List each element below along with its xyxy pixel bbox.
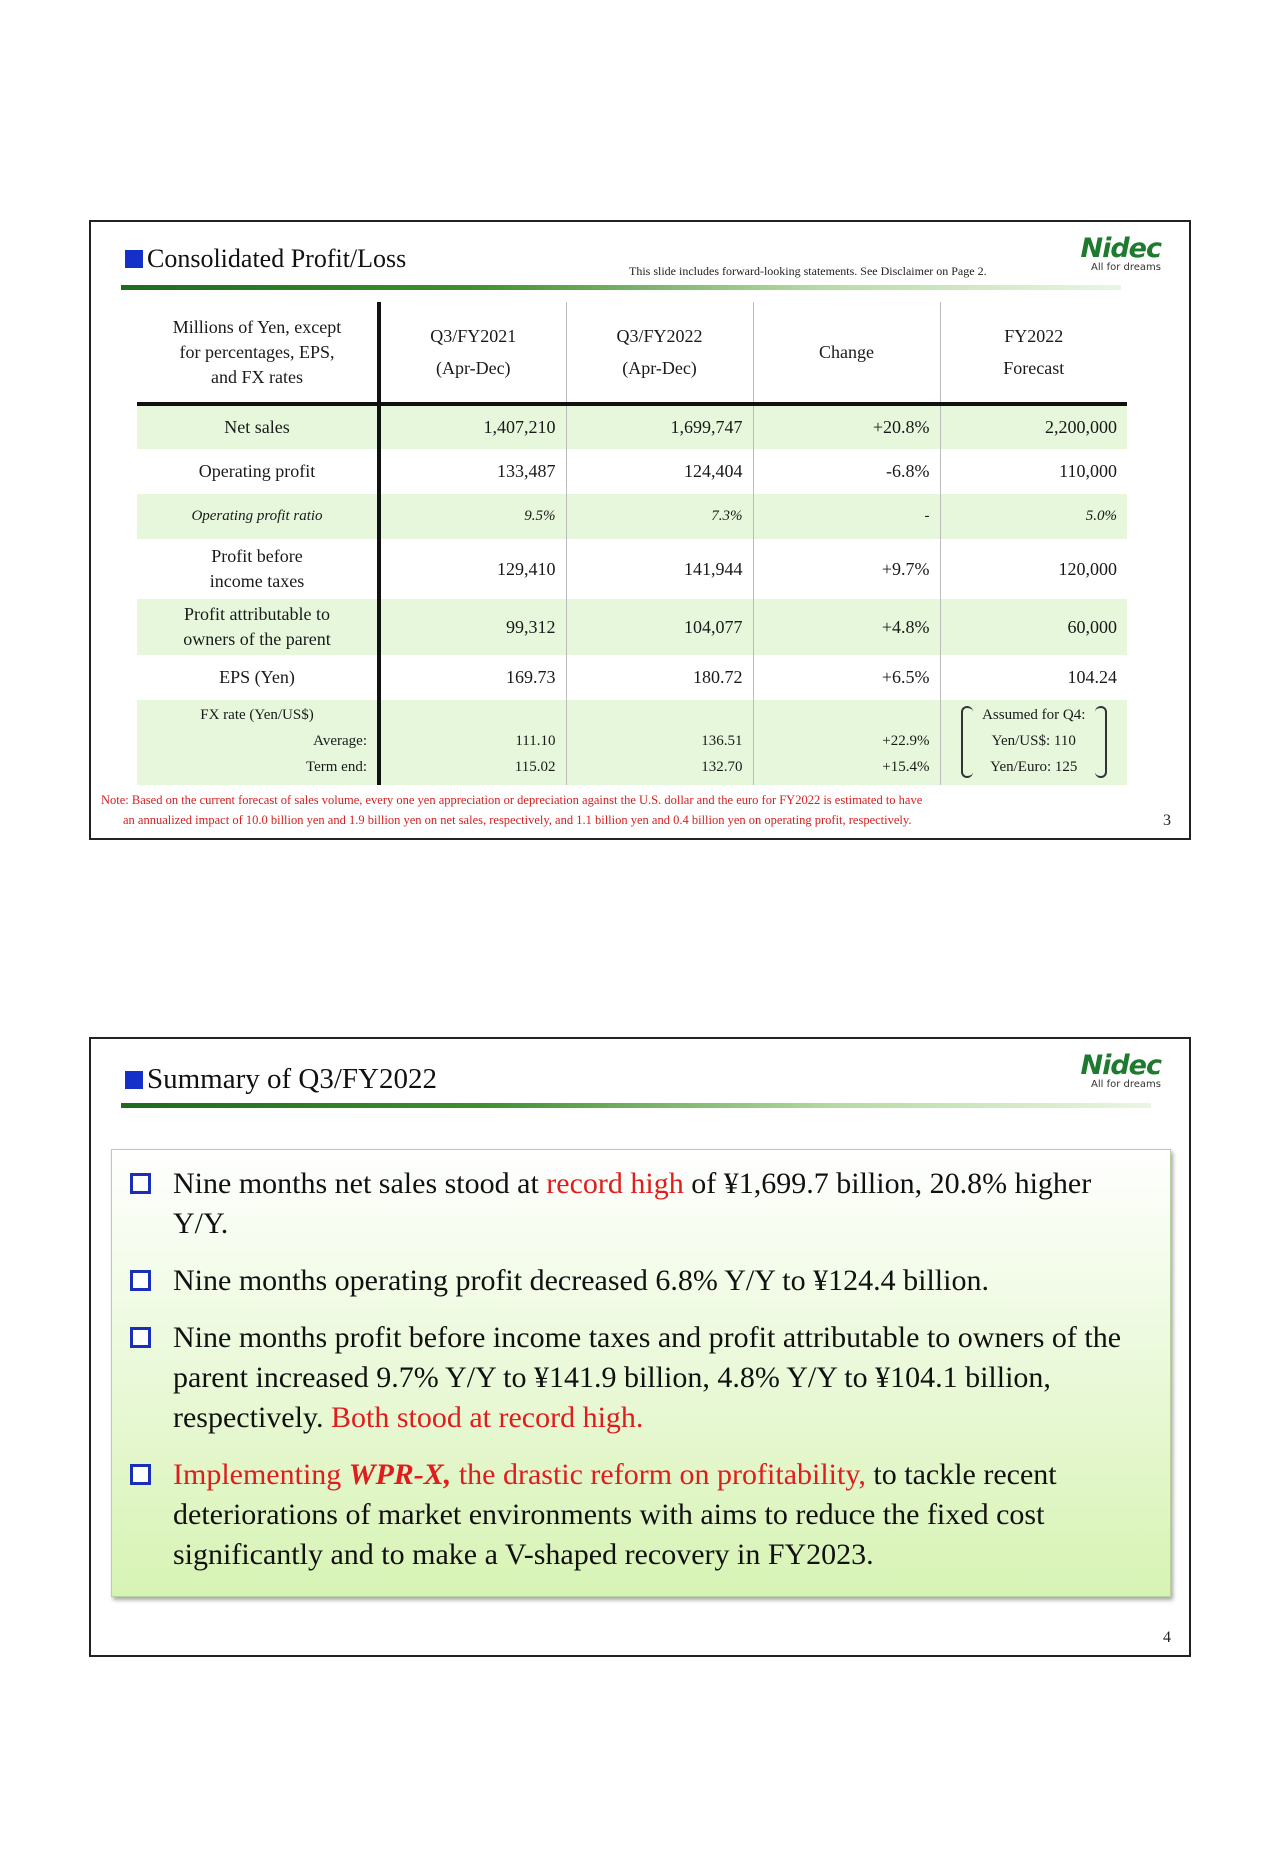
logo-tagline: All for dreams [1091,262,1161,273]
summary-bullets [112,1150,1170,1575]
cell-fx-q3fy2022 [566,700,753,785]
checkbox-bullet-icon [130,1327,151,1348]
header-change: Change [753,302,940,404]
fx-label: FX rate (Yen/US$) [200,707,314,723]
bullet-highlight: record high [546,1167,684,1200]
profit-loss-table [137,302,1127,785]
table-row-fx-rate [137,700,1127,785]
bullet-highlight-bold: WPR-X, [348,1458,452,1491]
left-brace-icon [961,706,973,778]
header-line: FY2022 [1004,326,1064,346]
cell-q3fy2022: 1,699,747 [566,404,753,449]
header-line: Forecast [1003,358,1065,378]
header-fy2022-forecast [940,302,1127,404]
cell-fx-forecast [940,700,1127,785]
header-line: Q3/FY2021 [430,326,517,346]
logo-brand: Nidec [1080,1050,1161,1081]
bullet-highlight: the drastic reform on profitability, [451,1458,866,1491]
nidec-logo [1081,1051,1162,1090]
table-row-net-sales [137,404,1127,449]
cell-forecast: 5.0% [940,494,1127,539]
bullet-text: Nine months net sales stood at [173,1167,547,1200]
row-label-line: Profit attributable to [184,604,330,624]
bullet-text: of ¥1,699.7 billion, 20.8% higher Y/Y. [173,1167,1092,1240]
row-label-line: owners of the parent [183,629,331,649]
table-row-operating-profit [137,449,1127,494]
fx-label-block [147,702,367,780]
header-q3fy2022 [566,302,753,404]
list-item [130,1261,1150,1301]
table-row-profit-before-taxes [137,539,1127,599]
title-rule [121,285,1121,290]
fx-assumed-usd: Yen/US$: 110 [991,733,1076,749]
page-number: 4 [1163,1629,1171,1646]
fx-sensitivity-note [101,790,1176,830]
header-label [137,302,379,404]
header-label-line: and FX rates [211,366,303,387]
cell-fx-q3fy2021 [379,700,566,785]
fx-average-change: +22.9% [882,733,930,749]
slide-title-text: Summary of Q3/FY2022 [147,1063,437,1095]
table-header-row [137,302,1127,404]
fx-term-end-label: Term end: [305,759,367,775]
cell-q3fy2022: 7.3% [566,494,753,539]
title-square-icon [125,250,143,268]
row-label [137,599,379,655]
checkbox-bullet-icon [130,1464,151,1485]
checkbox-bullet-icon [130,1173,151,1194]
cell-forecast: 110,000 [1059,461,1117,481]
page-number: 3 [1163,812,1171,829]
table-row-profit-attributable [137,599,1127,655]
header-line: Q3/FY2022 [616,326,703,346]
bullet-highlight: Implementing [173,1458,349,1491]
fx-average-label: Average: [313,733,367,749]
slide-title-text: Consolidated Profit/Loss [147,244,407,273]
row-label: EPS (Yen) [137,655,379,700]
checkbox-bullet-icon [130,1270,151,1291]
header-label-line: Millions of Yen, except [172,316,342,337]
title-rule [121,1103,1151,1108]
fx-assumed-block [951,702,1118,780]
fx-term-end-value: 132.70 [701,759,743,775]
summary-box [111,1149,1171,1597]
header-line: (Apr-Dec) [435,358,511,378]
cell-change: +4.8% [753,599,940,655]
slide-summary [89,1037,1191,1657]
cell-forecast: 60,000 [940,599,1127,655]
cell-change: - [753,494,940,539]
cell-forecast: 2,200,000 [940,404,1127,449]
cell-q3fy2021: 129,410 [379,539,566,599]
cell-q3fy2021: 169.73 [379,655,566,700]
cell-change: -6.8% [753,449,940,494]
bullet-highlight: Both stood at record high. [330,1401,644,1434]
cell-q3fy2021: 9.5% [379,494,566,539]
bullet-text: to tackle recent deteriorations of market environments with aims to reduce the fixed cost significantly and to make a V-shaped recovery in FY2023. [173,1458,1057,1571]
header-q3fy2021 [379,302,566,404]
row-label [137,539,379,599]
list-item [130,1164,1150,1244]
row-label-line: income taxes [209,571,305,591]
note-line: an annualized impact of 10.0 billion yen and 1.9 billion yen on net sales, respectively, and 1.1 billion yen and 0.4 billion yen on operating profit, respectively. [123,813,912,827]
cell-q3fy2022: 104,077 [566,599,753,655]
fx-average-value: 111.10 [515,733,556,749]
row-label: Operating profit ratio [137,494,379,539]
nidec-logo [1081,234,1162,273]
bullet-text: Nine months operating profit decreased 6.8% Y/Y to ¥124.4 billion. [173,1264,989,1297]
list-item [130,1455,1150,1575]
cell-q3fy2021: 99,312 [379,599,566,655]
bullet-text: Nine months profit before income taxes and profit attributable to owners of the parent increased 9.7% Y/Y to ¥141.9 billion, 4.8% Y/Y to ¥104.1 billion, respectively. [173,1321,1122,1434]
fx-average-value: 136.51 [701,733,743,749]
list-item [130,1318,1150,1438]
cell-forecast: 120,000 [1058,558,1117,579]
cell-change: +20.8% [753,404,940,449]
title-square-icon [125,1071,143,1089]
slide-title [125,244,406,274]
right-brace-icon [1095,706,1107,778]
cell-q3fy2022: 124,404 [566,449,753,494]
table-row-operating-profit-ratio [137,494,1127,539]
logo-brand: Nidec [1080,233,1161,264]
cell-q3fy2022: 141,944 [566,539,753,599]
disclaimer: This slide includes forward-looking statements. See Disclaimer on Page 2. [629,264,987,278]
row-label-line: Profit before [211,546,303,566]
cell-change: +6.5% [753,655,940,700]
header-label-line: for percentages, EPS, [179,341,335,362]
cell-change: +9.7% [753,539,940,599]
cell-forecast: 104.24 [1067,667,1117,687]
cell-q3fy2021: 133,487 [379,449,566,494]
row-label: Operating profit [137,449,379,494]
fx-term-end-value: 115.02 [514,759,556,775]
cell-fx-change [753,700,940,785]
cell-q3fy2022: 180.72 [566,655,753,700]
fx-term-end-change: +15.4% [882,759,930,775]
slide-title [125,1063,437,1096]
note-line: Note: Based on the current forecast of sales volume, every one yen appreciation or depreciation against the U.S. dollar and the euro for FY2022 is estimated to have [101,793,923,807]
table-row-eps [137,655,1127,700]
fx-assumed-euro: Yen/Euro: 125 [990,759,1078,775]
cell-q3fy2021: 1,407,210 [379,404,566,449]
logo-tagline: All for dreams [1091,1079,1161,1090]
row-label-fx [137,700,379,785]
fx-assumed-title: Assumed for Q4: [982,707,1086,723]
header-line: (Apr-Dec) [622,358,697,378]
slide-consolidated-profit-loss [89,220,1191,840]
row-label: Net sales [137,404,379,449]
